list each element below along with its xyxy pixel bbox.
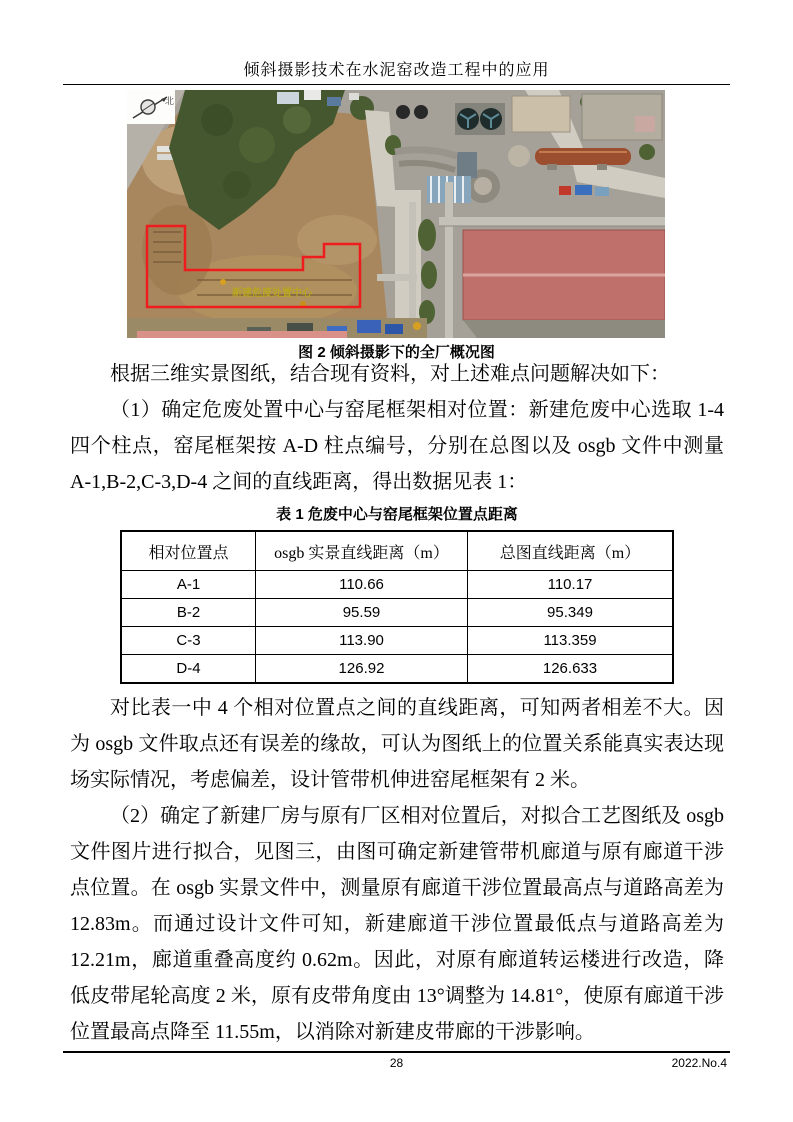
page-title: 倾斜摄影技术在水泥窑改造工程中的应用 [243,62,550,79]
aerial-photo [127,90,665,338]
position-point-cell: B-2 [121,599,256,627]
distance-cell: 113.90 [256,627,468,655]
table-row [121,655,673,684]
footer-rule [63,1051,730,1053]
paragraph-comparison: 对比表一中 4 个相对位置点之间的直线距离，可知两者相差不大。因为 osgb 文件取点还有误差的缘故，可认为图纸上的位置关系能真实表达现场实际情况，考虑偏差，设计管带机伸进窑尾框架有 2 米。 [70,697,724,791]
figure-2-aerial-photo [127,90,665,338]
distance-cell: 126.92 [256,655,468,684]
table-row [121,627,673,655]
table-row [121,571,673,599]
table-row [121,599,673,627]
distance-cell: 126.633 [468,655,674,684]
header-rule [63,84,730,85]
body-text [70,356,724,1050]
column-header: 相对位置点 [121,531,256,571]
column-header: osgb 实景直线距离（m） [256,531,468,571]
bottom-laydown-area [127,318,427,338]
north-label: 北 [165,96,175,106]
distance-cell: 95.349 [468,599,674,627]
distance-cell: 113.359 [468,627,674,655]
journal-issue: 2022.No.4 [671,1056,727,1070]
position-point-cell: C-3 [121,627,256,655]
figure-caption: 图 2 倾斜摄影下的全厂概况图 [298,344,495,361]
page-number: 28 [389,1056,404,1070]
position-point-cell: D-4 [121,655,256,684]
position-table-header-row [121,531,673,571]
distance-cell: 110.17 [468,571,674,599]
red-roof-building [463,230,665,338]
paragraph-point-1: （1）确定危废处置中心与窑尾框架相对位置：新建危废中心选取 1-4 四个柱点，窑尾框架按 A-D 柱点编号，分别在总图以及 osgb 文件中测量 A-1,B-2,C-3,D-4 之间的直线距离，得出数据见表 1： [70,399,724,493]
column-header: 总图直线距离（m） [468,531,674,571]
paragraph-intro: 根据三维实景图纸，结合现有资料，对上述难点问题解决如下： [110,363,670,385]
distance-cell: 110.66 [256,571,468,599]
distance-cell: 95.59 [256,599,468,627]
hazmat-center-label: 新建危废处置中心 [232,288,312,299]
table-caption: 表 1 危废中心与窑尾框架位置点距离 [276,506,518,523]
position-table-body [121,571,673,684]
position-distance-table [120,530,674,684]
north-arrow-icon [127,90,175,124]
position-point-cell: A-1 [121,571,256,599]
paragraph-point-2: （2）确定了新建厂房与原有厂区相对位置后，对拟合工艺图纸及 osgb 文件图片进行拟合，见图三，由图可确定新建管带机廊道与原有廊道干涉点位置。在 osgb 实景文件中，测量原有廊道干涉位置最高点与道路高差为 12.83m。而通过设计文件可知，新建廊道干涉位置最低点与道路高差为 12.21m，廊道重叠高度约 0.62m。因此，对原有廊道转运楼进行改造，降低皮带尾轮高度 2 米，原有皮带角度由 13°调整为 14.81°，使原有廊道干涉位置最高点降至 11.55m，以消除对新建皮带廊的干涉影响。 [70,805,724,1043]
